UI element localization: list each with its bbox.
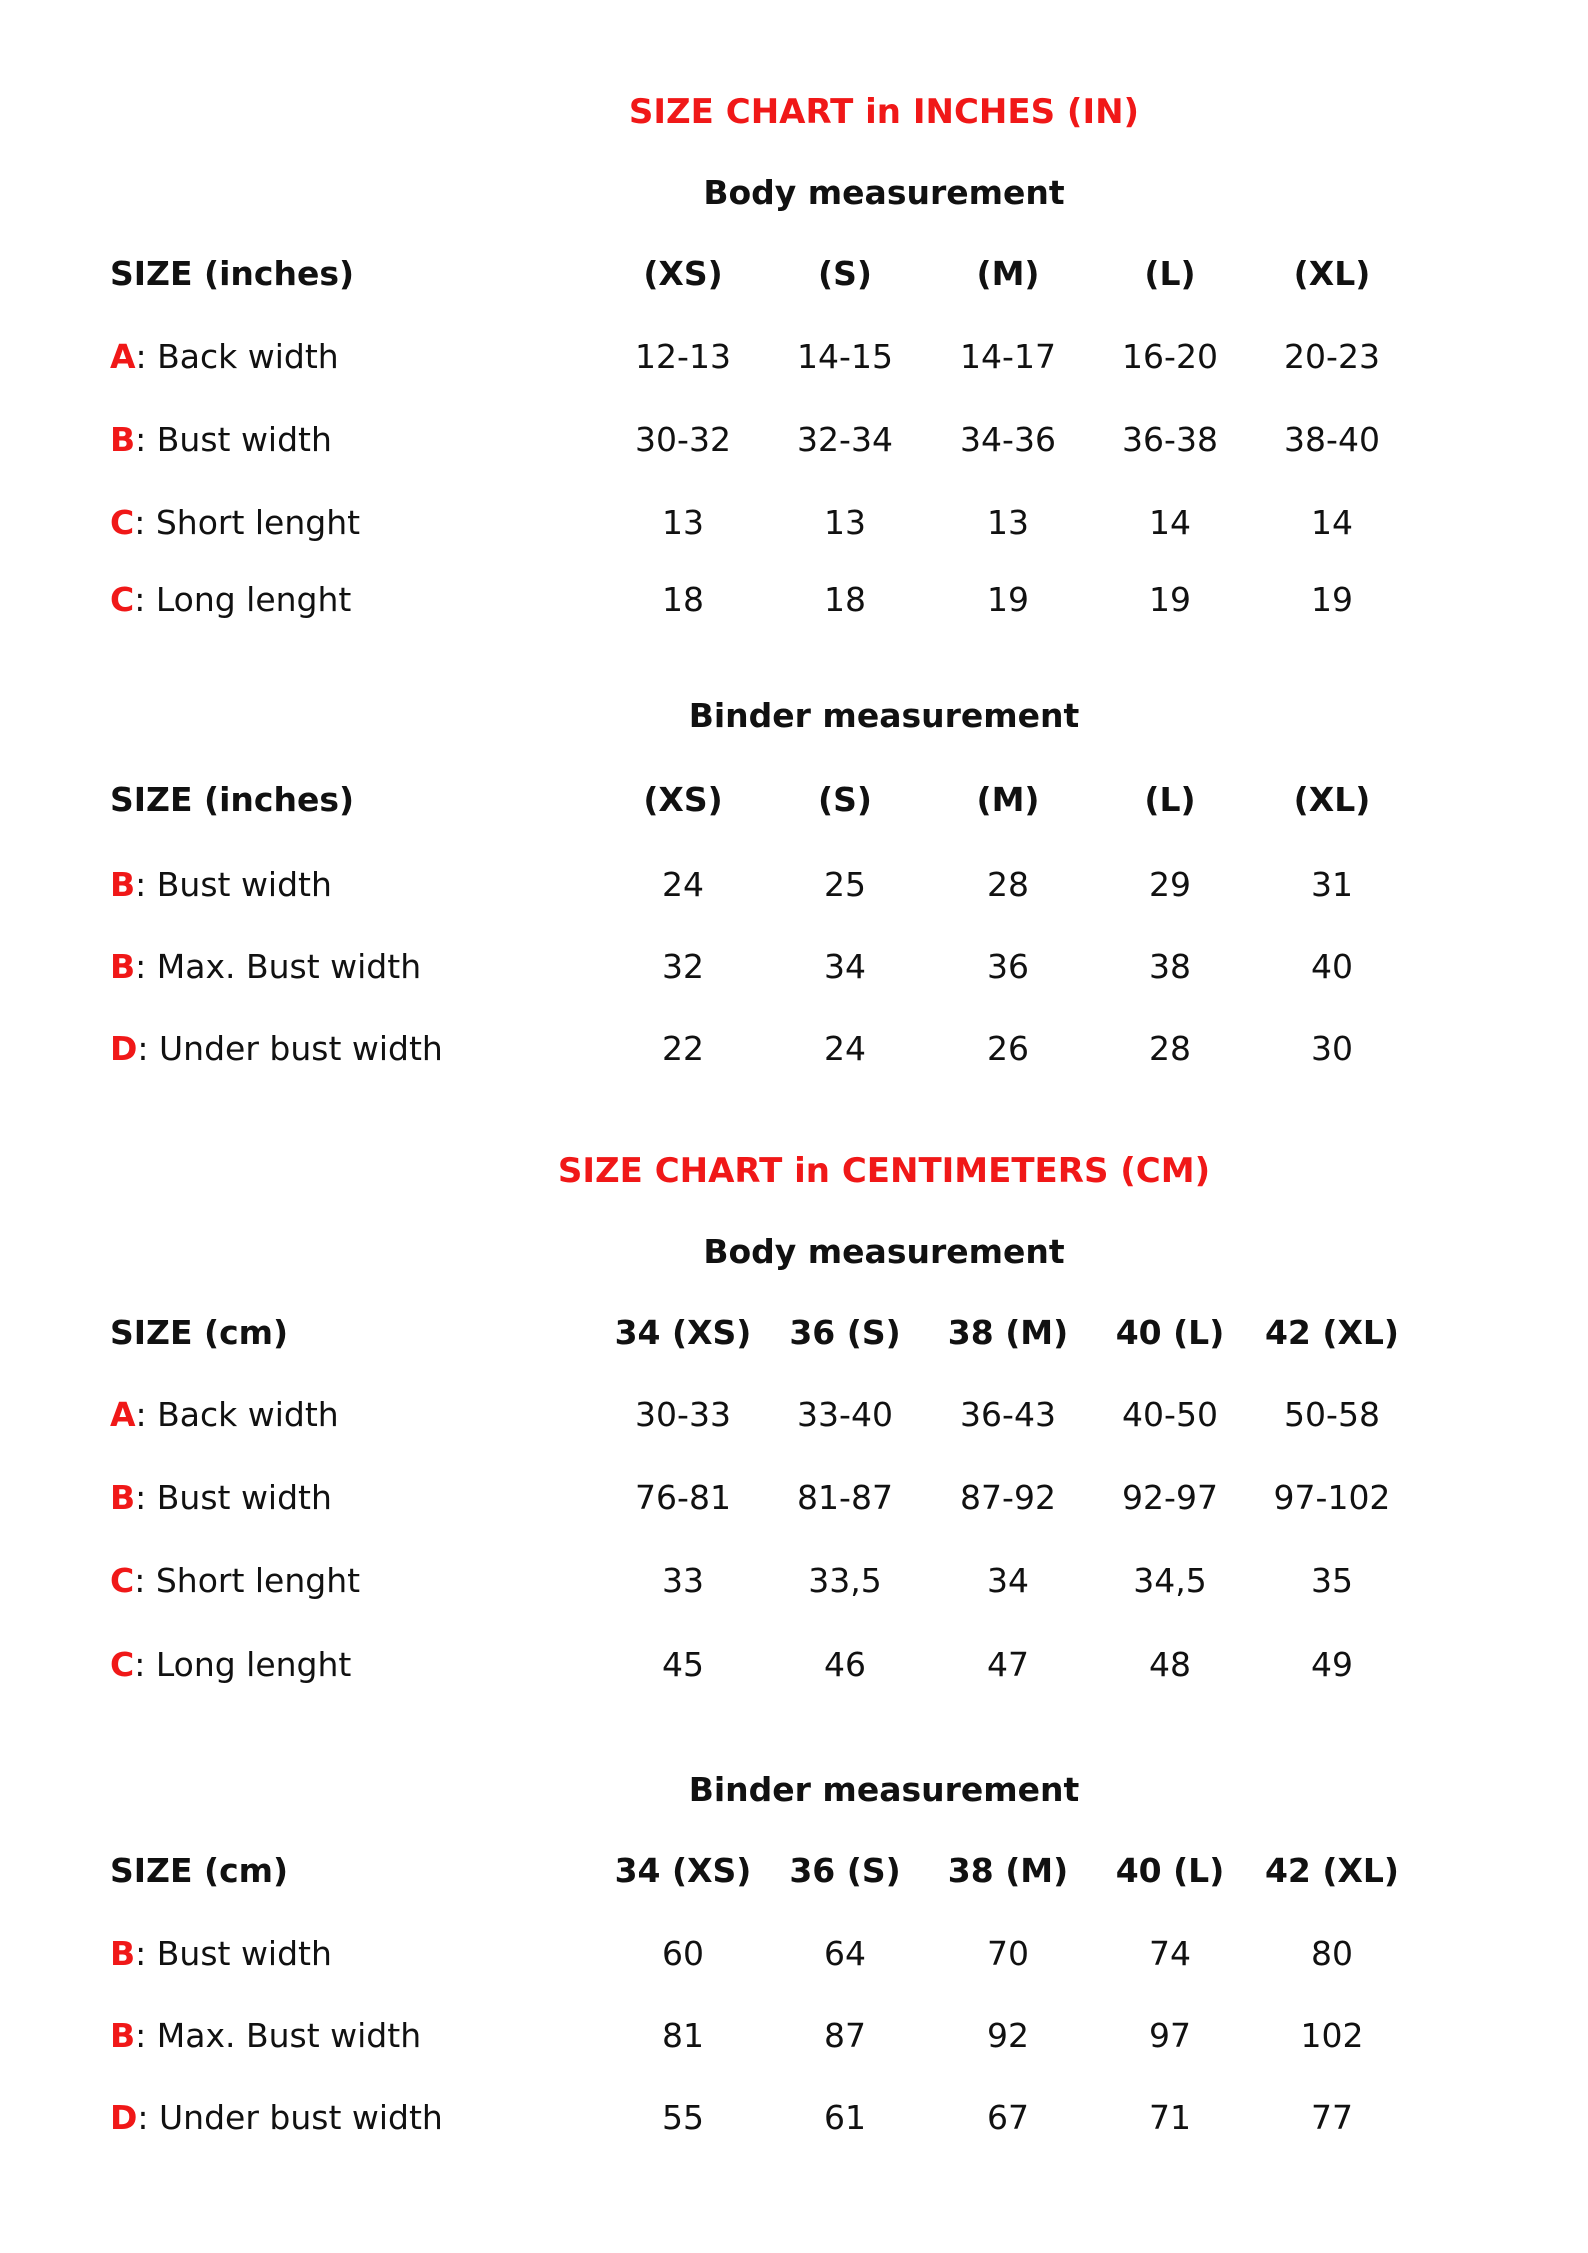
- table-row: [0, 1478, 1588, 1528]
- value-cell: 30: [1311, 1029, 1353, 1068]
- value-cell: 48: [1149, 1645, 1191, 1684]
- value-cell: 14-17: [960, 337, 1056, 376]
- value-cell: 34,5: [1133, 1561, 1207, 1600]
- value-cell: 19: [1149, 580, 1191, 619]
- measure-letter: B: [110, 947, 136, 986]
- value-cell: 49: [1311, 1645, 1353, 1684]
- value-cell: 50-58: [1284, 1395, 1380, 1434]
- measure-letter: D: [110, 1029, 138, 1068]
- value-cell: 32-34: [797, 420, 893, 459]
- size-header: 42 (XL): [1264, 1313, 1400, 1352]
- measure-name: : Bust width: [135, 1478, 332, 1517]
- row-label: [110, 1561, 360, 1600]
- row-label: [110, 337, 339, 376]
- table-row: [0, 337, 1588, 387]
- value-cell: 40-50: [1122, 1395, 1218, 1434]
- size-header: (XL): [1293, 780, 1371, 819]
- inches-binder-header-row: [0, 780, 1588, 830]
- table-row: [0, 420, 1588, 470]
- row-label: [110, 580, 351, 619]
- measure-letter: D: [110, 2098, 138, 2137]
- measure-letter: C: [110, 580, 135, 619]
- value-cell: 74: [1149, 1934, 1191, 1973]
- value-cell: 61: [824, 2098, 866, 2137]
- measure-name: : Max. Bust width: [135, 947, 422, 986]
- value-cell: 64: [824, 1934, 866, 1973]
- table-row: [0, 1645, 1588, 1695]
- measure-letter: B: [110, 2016, 136, 2055]
- table-row: [0, 503, 1588, 553]
- value-cell: 14: [1149, 503, 1191, 542]
- measure-letter: A: [110, 1395, 136, 1434]
- row-label: [110, 2016, 421, 2055]
- inches-body-heading: Body measurement: [703, 173, 1065, 212]
- size-header: 36 (S): [789, 1313, 901, 1352]
- value-cell: 13: [824, 503, 866, 542]
- table-row: [0, 1934, 1588, 1984]
- measure-letter: B: [110, 1478, 136, 1517]
- size-header: (M): [976, 780, 1040, 819]
- value-cell: 33-40: [797, 1395, 893, 1434]
- value-cell: 33: [662, 1561, 704, 1600]
- row-label: [110, 503, 360, 542]
- value-cell: 92-97: [1122, 1478, 1218, 1517]
- value-cell: 28: [987, 865, 1029, 904]
- size-column-label: SIZE (inches): [110, 780, 355, 819]
- size-header: 40 (L): [1115, 1851, 1225, 1890]
- value-cell: 92: [987, 2016, 1029, 2055]
- row-label: [110, 1934, 332, 1973]
- measure-letter: B: [110, 420, 136, 459]
- measure-name: : Short lenght: [134, 1561, 361, 1600]
- value-cell: 28: [1149, 1029, 1191, 1068]
- value-cell: 29: [1149, 865, 1191, 904]
- value-cell: 47: [987, 1645, 1029, 1684]
- row-label: [110, 947, 421, 986]
- measure-letter: C: [110, 1645, 135, 1684]
- size-header: (M): [976, 254, 1040, 293]
- value-cell: 71: [1149, 2098, 1191, 2137]
- value-cell: 76-81: [635, 1478, 731, 1517]
- value-cell: 67: [987, 2098, 1029, 2137]
- size-header: 34 (XS): [614, 1313, 752, 1352]
- table-row: [0, 947, 1588, 997]
- value-cell: 25: [824, 865, 866, 904]
- value-cell: 34: [987, 1561, 1029, 1600]
- value-cell: 60: [662, 1934, 704, 1973]
- size-header: 34 (XS): [614, 1851, 752, 1890]
- value-cell: 24: [824, 1029, 866, 1068]
- value-cell: 70: [987, 1934, 1029, 1973]
- value-cell: 14-15: [797, 337, 893, 376]
- value-cell: 36: [987, 947, 1029, 986]
- measure-name: : Bust width: [135, 1934, 332, 1973]
- size-header: 42 (XL): [1264, 1851, 1400, 1890]
- table-row: [0, 1029, 1588, 1079]
- cm-binder-heading: Binder measurement: [688, 1770, 1080, 1809]
- value-cell: 81: [662, 2016, 704, 2055]
- value-cell: 31: [1311, 865, 1353, 904]
- value-cell: 18: [824, 580, 866, 619]
- value-cell: 36-38: [1122, 420, 1218, 459]
- cm-body-heading: Body measurement: [703, 1232, 1065, 1271]
- size-header: (XS): [643, 254, 723, 293]
- value-cell: 35: [1311, 1561, 1353, 1600]
- value-cell: 36-43: [960, 1395, 1056, 1434]
- table-row: [0, 865, 1588, 915]
- cm-binder-header-row: [0, 1851, 1588, 1901]
- measure-name: : Back width: [135, 337, 339, 376]
- size-header: 38 (M): [947, 1313, 1069, 1352]
- value-cell: 77: [1311, 2098, 1353, 2137]
- inches-body-header-row: [0, 254, 1588, 304]
- measure-name: : Bust width: [135, 865, 332, 904]
- value-cell: 13: [987, 503, 1029, 542]
- size-column-label: SIZE (cm): [110, 1851, 289, 1890]
- measure-name: : Max. Bust width: [135, 2016, 422, 2055]
- row-label: [110, 1395, 339, 1434]
- value-cell: 30-33: [635, 1395, 731, 1434]
- value-cell: 46: [824, 1645, 866, 1684]
- measure-name: : Under bust width: [137, 1029, 443, 1068]
- size-header: 38 (M): [947, 1851, 1069, 1890]
- value-cell: 40: [1311, 947, 1353, 986]
- value-cell: 34: [824, 947, 866, 986]
- value-cell: 32: [662, 947, 704, 986]
- measure-name: : Back width: [135, 1395, 339, 1434]
- value-cell: 55: [662, 2098, 704, 2137]
- value-cell: 38: [1149, 947, 1191, 986]
- row-label: [110, 1029, 443, 1068]
- inches-title: SIZE CHART in INCHES (IN): [628, 92, 1140, 132]
- size-header: (XL): [1293, 254, 1371, 293]
- value-cell: 34-36: [960, 420, 1056, 459]
- size-header: 36 (S): [789, 1851, 901, 1890]
- table-row: [0, 1395, 1588, 1445]
- value-cell: 16-20: [1122, 337, 1218, 376]
- measure-letter: C: [110, 1561, 135, 1600]
- size-header: (S): [818, 254, 872, 293]
- table-row: [0, 2098, 1588, 2148]
- measure-name: : Long lenght: [134, 1645, 352, 1684]
- value-cell: 81-87: [797, 1478, 893, 1517]
- measure-letter: C: [110, 503, 135, 542]
- value-cell: 13: [662, 503, 704, 542]
- value-cell: 19: [1311, 580, 1353, 619]
- value-cell: 22: [662, 1029, 704, 1068]
- size-header: (S): [818, 780, 872, 819]
- value-cell: 87: [824, 2016, 866, 2055]
- size-column-label: SIZE (cm): [110, 1313, 289, 1352]
- row-label: [110, 2098, 443, 2137]
- value-cell: 97: [1149, 2016, 1191, 2055]
- measure-letter: B: [110, 865, 136, 904]
- value-cell: 45: [662, 1645, 704, 1684]
- row-label: [110, 1645, 351, 1684]
- value-cell: 80: [1311, 1934, 1353, 1973]
- row-label: [110, 1478, 332, 1517]
- size-column-label: SIZE (inches): [110, 254, 355, 293]
- value-cell: 33,5: [808, 1561, 882, 1600]
- value-cell: 14: [1311, 503, 1353, 542]
- cm-body-header-row: [0, 1313, 1588, 1363]
- row-label: [110, 420, 332, 459]
- measure-name: : Long lenght: [134, 580, 352, 619]
- inches-binder-heading: Binder measurement: [688, 696, 1080, 735]
- value-cell: 19: [987, 580, 1029, 619]
- measure-letter: B: [110, 1934, 136, 1973]
- value-cell: 38-40: [1284, 420, 1380, 459]
- table-row: [0, 580, 1588, 630]
- value-cell: 18: [662, 580, 704, 619]
- size-header: (L): [1144, 254, 1196, 293]
- measure-name: : Bust width: [135, 420, 332, 459]
- value-cell: 97-102: [1273, 1478, 1391, 1517]
- value-cell: 20-23: [1284, 337, 1380, 376]
- value-cell: 87-92: [960, 1478, 1056, 1517]
- centimeters-title: SIZE CHART in CENTIMETERS (CM): [557, 1151, 1211, 1191]
- size-header: (L): [1144, 780, 1196, 819]
- value-cell: 26: [987, 1029, 1029, 1068]
- size-header: 40 (L): [1115, 1313, 1225, 1352]
- value-cell: 102: [1300, 2016, 1364, 2055]
- value-cell: 24: [662, 865, 704, 904]
- table-row: [0, 1561, 1588, 1611]
- measure-name: : Under bust width: [137, 2098, 443, 2137]
- size-header: (XS): [643, 780, 723, 819]
- table-row: [0, 2016, 1588, 2066]
- value-cell: 12-13: [635, 337, 731, 376]
- measure-name: : Short lenght: [134, 503, 361, 542]
- value-cell: 30-32: [635, 420, 731, 459]
- row-label: [110, 865, 332, 904]
- measure-letter: A: [110, 337, 136, 376]
